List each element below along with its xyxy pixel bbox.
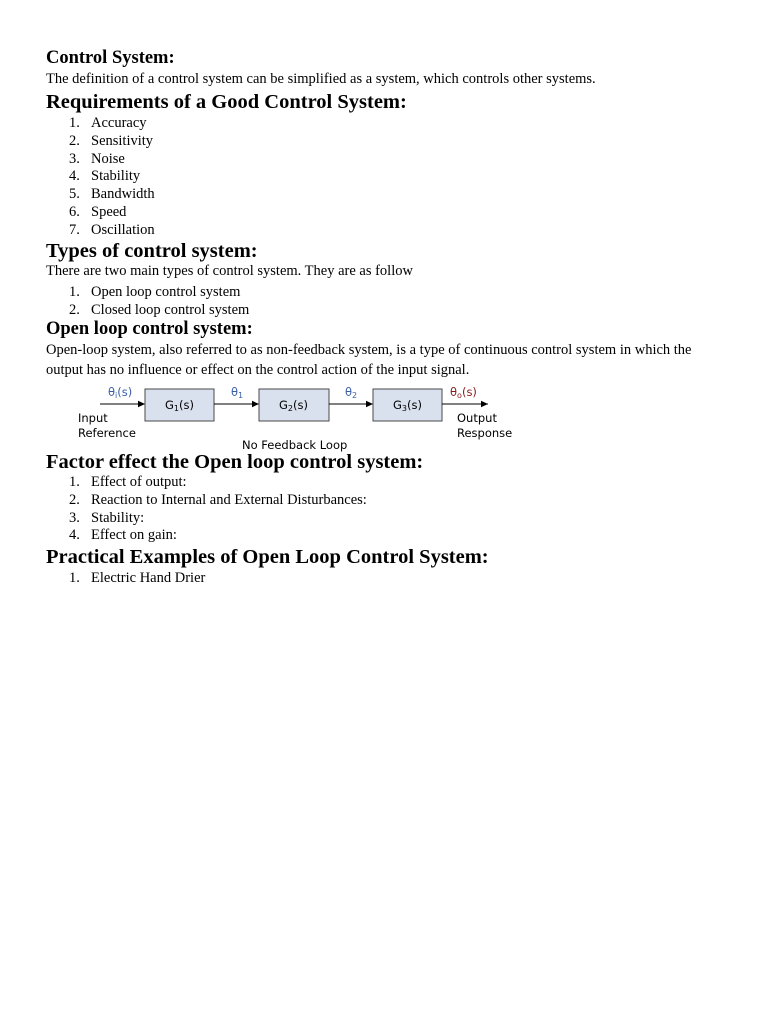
list-item: 1. Electric Hand Drier <box>69 570 206 586</box>
list-item: 7. Oscillation <box>69 221 155 238</box>
input-label: Input <box>78 411 108 425</box>
heading-open-loop: Open loop control system: <box>46 319 253 339</box>
list-item: 2. Reaction to Internal and External Disturbances: <box>69 491 367 508</box>
list-item: 3. Stability: <box>69 509 145 526</box>
open-loop-block-diagram <box>70 380 530 454</box>
heading-factor-effect: Factor effect the Open loop control system: <box>46 451 424 473</box>
list-item: 1. Open loop control system <box>69 284 241 300</box>
heading-types: Types of control system: <box>46 240 258 262</box>
list-item: 5. Bandwidth <box>69 186 155 203</box>
open-loop-definition: Open-loop system, also referred to as non-feedback system, is a type of continuous control system in which the output has no influence or effect on the control action of the input signal. <box>46 342 692 378</box>
heading-requirements: Requirements of a Good Control System: <box>46 91 407 113</box>
types-intro: There are two main types of control system. They are as follow <box>46 263 413 279</box>
signal-theta2-label: θ2 <box>345 385 358 400</box>
list-item: 3. Noise <box>69 150 125 167</box>
list-item: 4. Effect on gain: <box>69 527 177 544</box>
requirements-list <box>46 115 446 240</box>
list-item: 4. Stability <box>69 168 141 185</box>
list-item: 1. Accuracy <box>69 115 147 131</box>
factor-list <box>46 474 546 545</box>
block-g3-label: G3(s) <box>393 398 422 413</box>
response-label: Response <box>457 426 513 440</box>
input-signal-label: θi(s) <box>108 385 133 400</box>
no-feedback-caption: No Feedback Loop <box>242 438 348 452</box>
heading-practical-examples: Practical Examples of Open Loop Control System: <box>46 546 489 568</box>
list-item: 2. Closed loop control system <box>69 301 250 318</box>
types-list <box>46 284 446 320</box>
control-system-definition: The definition of a control system can be simplified as a system, which controls other systems. <box>46 71 596 87</box>
list-item: 6. Speed <box>69 203 127 220</box>
reference-label: Reference <box>78 426 136 440</box>
output-signal-label: θo(s) <box>450 385 477 400</box>
heading-control-system: Control System: <box>46 48 175 68</box>
examples-list <box>46 570 546 588</box>
block-g2-label: G2(s) <box>279 398 308 413</box>
list-item: 1. Effect of output: <box>69 474 187 490</box>
list-item: 2. Sensitivity <box>69 132 154 149</box>
signal-theta1-label: θ1 <box>231 385 244 400</box>
block-g1-label: G1(s) <box>165 398 194 413</box>
output-label: Output <box>457 411 497 425</box>
